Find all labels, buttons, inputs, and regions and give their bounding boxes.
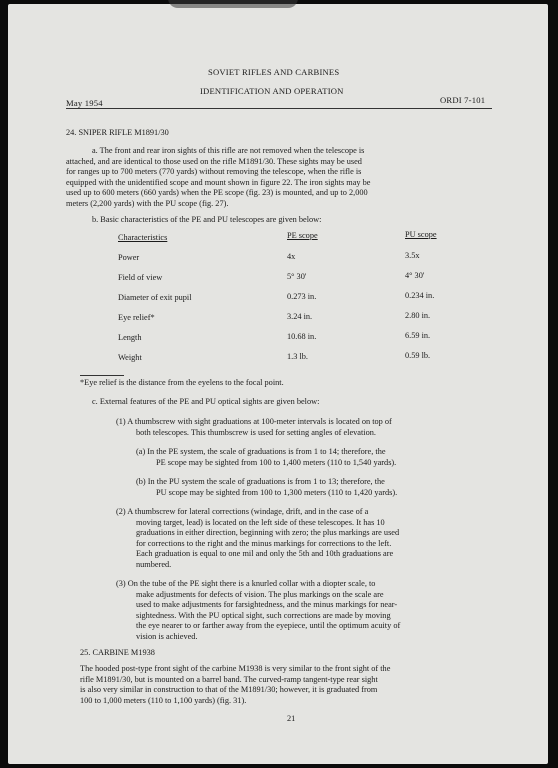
- paragraph-c: c. External features of the PE and PU optical sights are given below:: [92, 397, 320, 406]
- table-cell: Diameter of exit pupil: [118, 293, 192, 302]
- header-subtitle: IDENTIFICATION AND OPERATION: [200, 86, 344, 96]
- table-cell: 1.3 lb.: [287, 352, 308, 361]
- table-cell: 0.273 in.: [287, 292, 317, 301]
- footnote: *Eye relief is the distance from the eyelens to the focal point.: [80, 378, 284, 387]
- footnote-rule: [80, 375, 124, 376]
- table-cell: 5° 30': [287, 272, 307, 281]
- header-title: SOVIET RIFLES AND CARBINES: [208, 67, 340, 77]
- table-header: PU scope: [405, 230, 437, 239]
- table-header: Characteristics: [118, 233, 168, 242]
- binding-shadow: [168, 0, 298, 8]
- table-cell: 2.80 in.: [405, 311, 431, 320]
- table-cell: 4° 30': [405, 271, 425, 280]
- section-heading: 24. SNIPER RIFLE M1891/30: [66, 128, 169, 137]
- table-cell: Weight: [118, 353, 142, 362]
- table-cell: Length: [118, 333, 142, 342]
- header-doc-id: ORDI 7-101: [440, 95, 486, 105]
- document-page: SOVIET RIFLES AND CARBINES IDENTIFICATION AND OPERATION May 1954 ORDI 7-101 24. SNIPER RIFLE M1891/30 a. The front and rear iron sights of this rifle are not removed when the telescope is attached, and are identical to those used on the rifle M1891/30. These sights may be used for ranges up to 700 meters (770 yards) without removing the telescope, when the rifle is equipped with the unidentified scope and mount shown in figure 22. The iron sights may be used up to 600 meters (660 yards) when the PE scope (fig. 23) is mounted, and up to 2,000 meters (2,200 yards) with the PU scope (fig. 27). b. Basic characteristics of the PE and PU telescopes are given below: Characteristics PE scope PU scope Power 4x 3.5x Field of view 5° 30' 4° 30' Diameter of exit pupil 0.273 in. 0.234 in. Eye relief* 3.24 in. 2.80 in. Length 10.68 in. 6.59 in. Weight 1.3 lb. 0.59 lb. *Eye relief is the distance from the eyelens to the focal point. c. External features of the PE and PU optical sights are given below: (1) A thumbscrew with sight graduations at 100-meter intervals is located on top of both telescopes. This thumbscrew is used for setting angles of elevation. (a) In the PE system, the scale of graduations is from 1 to 14; therefore, the PE scope may be sighted from 100 to 1,400 meters (110 to 1,540 yards). (b) In the PU system the scale of graduations is from 1 to 13; therefore, the PU scope may be sighted from 100 to 1,300 meters (110 to 1,420 yards). (2) A thumbscrew for lateral corrections (windage, drift, and in the case of a moving target, lead) is located on the left side of these telescopes. It has 10 graduations in either direction, beginning with zero; the plus markings are used for corrections to the right and the minus markings for corrections to the left. Each graduation is equal to one mil and only the 5th and 10th graduations are numbered. (3) On the tube of the PE sight there is a knurled collar with a diopter scale, to make adjustments for defects of vision. The plus markings on the scale are used to make adjustments for farsightedness, and the minus markings for near- sightedness. With the PU optical sight, such corrections are made by moving the eye nearer to or farther away from the eyepiece, until the optimum acuity of vision is achieved. 25. CARBINE M1938 The hooded post-type front sight of the carbine M1938 is very similar to the front sight of the rifle M1891/30, but is mounted on a barrel band. The curved-ramp tangent-type rear sight is also very similar in construction to that of the M1891/30; however, it is graduated from 100 to 1,000 meters (110 to 1,100 yards) (fig. 31). 21: [8, 4, 548, 764]
- table-header: PE scope: [287, 231, 318, 240]
- table-cell: 3.5x: [405, 251, 420, 260]
- table-cell: 4x: [287, 252, 296, 261]
- table-cell: 6.59 in.: [405, 331, 431, 340]
- table-cell: Field of view: [118, 273, 163, 282]
- header-rule: [66, 108, 492, 109]
- table-cell: 0.59 lb.: [405, 351, 431, 360]
- table-cell: Eye relief*: [118, 313, 155, 322]
- paragraph-b: b. Basic characteristics of the PE and PU telescopes are given below:: [92, 215, 322, 224]
- table-cell: 3.24 in.: [287, 312, 313, 321]
- table-cell: Power: [118, 253, 140, 262]
- page-number: 21: [287, 714, 296, 723]
- table-cell: 0.234 in.: [405, 291, 435, 300]
- table-cell: 10.68 in.: [287, 332, 317, 341]
- header-date: May 1954: [66, 98, 103, 108]
- section-heading: 25. CARBINE M1938: [80, 648, 155, 657]
